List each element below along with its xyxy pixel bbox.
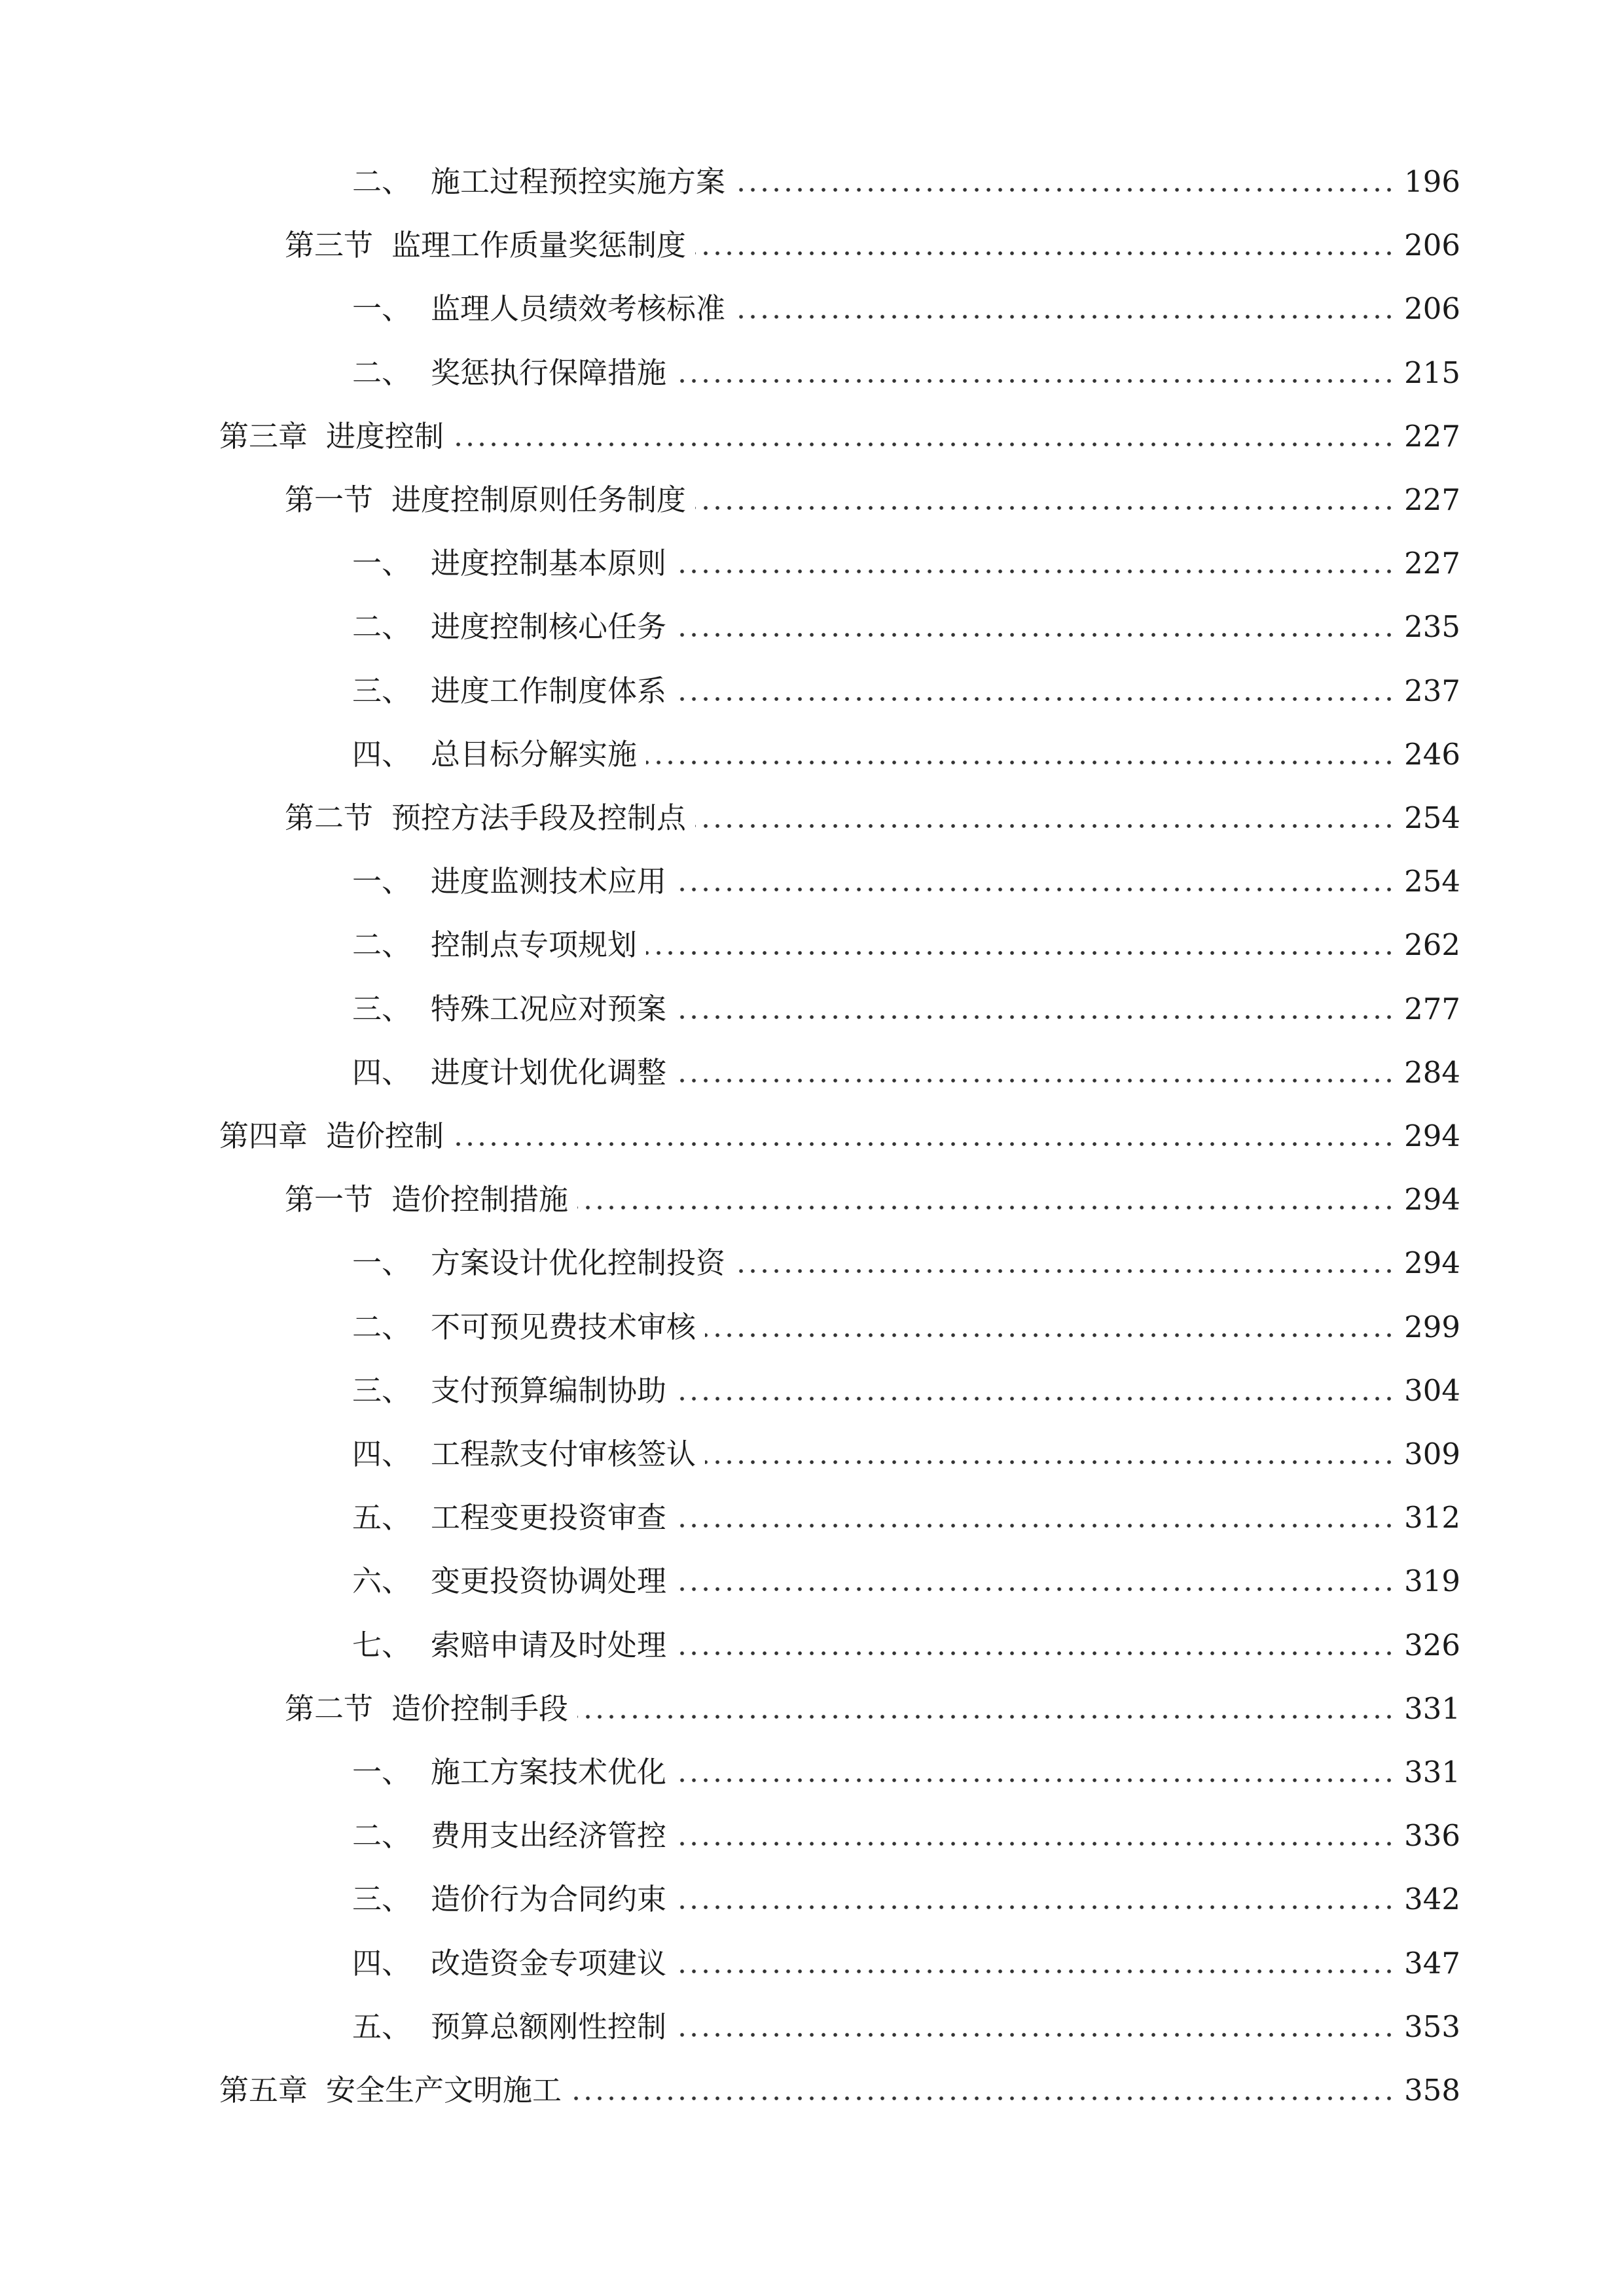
toc-entry-title: 方案设计优化控制投资: [431, 1246, 726, 1281]
toc-entry-title: 安全生产文明施工: [326, 2073, 562, 2108]
dot-leader: [676, 1396, 1395, 1401]
dot-leader: [705, 1333, 1395, 1338]
toc-entry-title: 控制点专项规划: [431, 927, 638, 963]
toc-entry-page-number: 254: [1404, 800, 1460, 835]
toc-entry[interactable]: [352, 1422, 1460, 1474]
dot-leader: [646, 760, 1395, 765]
toc-entry-number: 四、: [352, 1437, 412, 1471]
dot-leader: [571, 2096, 1395, 2101]
dot-leader: [695, 823, 1395, 829]
toc-entry-number: 第二节: [285, 800, 374, 835]
toc-entry-title: 改造资金专项建议: [431, 1945, 667, 1981]
toc-entry-page-number: 215: [1404, 355, 1460, 390]
toc-entry-title: 奖惩执行保障措施: [431, 355, 667, 390]
dot-leader: [676, 1905, 1395, 1910]
toc-entry-page-number: 262: [1404, 927, 1460, 963]
toc-entry-title: 费用支出经济管控: [431, 1818, 667, 1854]
toc-entry-number: 七、: [352, 1627, 412, 1662]
toc-entry[interactable]: [352, 1485, 1460, 1537]
toc-entry-page-number: 342: [1404, 1882, 1460, 1917]
dot-leader: [676, 1778, 1395, 1783]
toc-entry-page-number: 206: [1404, 228, 1460, 263]
toc-entry-title: 特殊工况应对预案: [431, 991, 667, 1026]
toc-entry-number: 二、: [352, 355, 412, 390]
toc-entry-title: 进度监测技术应用: [431, 864, 667, 899]
toc-entry-page-number: 294: [1404, 1246, 1460, 1281]
dot-leader: [695, 505, 1395, 511]
toc-entry-number: 第一节: [285, 1182, 374, 1217]
toc-entry-title: 进度控制基本原则: [431, 546, 667, 581]
toc-entry-title: 变更投资协调处理: [431, 1564, 667, 1599]
toc-entry-number: 四、: [352, 1054, 412, 1090]
toc-entry[interactable]: [352, 1549, 1460, 1601]
toc-entry-page-number: 206: [1404, 291, 1460, 327]
toc-entry-title: 预控方法手段及控制点: [391, 800, 687, 835]
toc-entry[interactable]: [285, 213, 1460, 265]
toc-entry-page-number: 294: [1404, 1119, 1460, 1153]
toc-entry[interactable]: [352, 849, 1460, 901]
dot-leader: [676, 378, 1395, 384]
dot-leader: [676, 1014, 1395, 1020]
toc-entry[interactable]: [352, 912, 1460, 965]
dot-leader: [676, 696, 1395, 702]
dot-leader: [577, 1205, 1395, 1210]
toc-entry[interactable]: [352, 1295, 1460, 1347]
toc-entry-page-number: 254: [1404, 864, 1460, 899]
toc-entry-number: 二、: [352, 1309, 412, 1344]
toc-entry[interactable]: [352, 1040, 1460, 1092]
toc-entry[interactable]: [285, 467, 1460, 520]
toc-entry-title: 总目标分解实施: [431, 736, 638, 772]
toc-entry-number: 二、: [352, 927, 412, 963]
toc-entry-title: 监理人员绩效考核标准: [431, 291, 726, 327]
toc-entry[interactable]: [352, 1358, 1460, 1410]
toc-entry-number: 一、: [352, 1246, 412, 1281]
toc-entry-number: 五、: [352, 1500, 412, 1535]
toc-entry[interactable]: [352, 1867, 1460, 1919]
toc-entry-page-number: 284: [1404, 1054, 1460, 1090]
dot-leader: [676, 1587, 1395, 1592]
toc-entry-number: 第四章: [219, 1119, 308, 1153]
dot-leader: [453, 1141, 1395, 1147]
toc-entry[interactable]: [352, 276, 1460, 329]
dot-leader: [676, 1969, 1395, 1974]
toc-entry[interactable]: [352, 1931, 1460, 1983]
toc-entry-title: 进度控制核心任务: [431, 609, 667, 645]
dot-leader: [695, 251, 1395, 256]
toc-entry[interactable]: [352, 722, 1460, 774]
toc-entry-title: 进度控制: [326, 418, 444, 454]
toc-entry-title: 支付预算编制协助: [431, 1372, 667, 1408]
toc-entry-page-number: 326: [1404, 1627, 1460, 1662]
toc-entry-number: 五、: [352, 2009, 412, 2044]
toc-entry-page-number: 277: [1404, 991, 1460, 1026]
toc-entry-number: 第三章: [219, 418, 308, 454]
toc-entry-number: 三、: [352, 673, 412, 708]
dot-leader: [676, 1078, 1395, 1083]
toc-entry-number: 四、: [352, 736, 412, 772]
toc-entry-title: 进度计划优化调整: [431, 1054, 667, 1090]
toc-entry-number: 三、: [352, 1372, 412, 1408]
toc-entry[interactable]: [352, 1803, 1460, 1856]
toc-entry-page-number: 319: [1404, 1564, 1460, 1599]
toc-entry-page-number: 237: [1404, 673, 1460, 708]
toc-entry[interactable]: [352, 531, 1460, 583]
toc-entry-title: 造价控制措施: [391, 1182, 569, 1217]
dot-leader: [676, 887, 1395, 892]
toc-entry-number: 第二节: [285, 1691, 374, 1726]
toc-entry-page-number: 196: [1404, 164, 1460, 199]
toc-entry[interactable]: [352, 1740, 1460, 1792]
dot-leader: [734, 187, 1395, 192]
dot-leader: [646, 950, 1395, 956]
toc-entry-page-number: 294: [1404, 1182, 1460, 1217]
dot-leader: [676, 632, 1395, 637]
toc-entry[interactable]: [219, 404, 1460, 456]
toc-entry-page-number: 336: [1404, 1818, 1460, 1854]
toc-entry-page-number: 358: [1404, 2073, 1460, 2108]
toc-entry-page-number: 227: [1404, 418, 1460, 454]
toc-entry-page-number: 309: [1404, 1437, 1460, 1471]
dot-leader: [676, 1841, 1395, 1846]
toc-entry-title: 造价控制手段: [391, 1691, 569, 1726]
dot-leader: [705, 1460, 1395, 1465]
toc-entry[interactable]: [352, 1994, 1460, 2047]
toc-entry-number: 一、: [352, 546, 412, 581]
toc-entry[interactable]: [219, 2058, 1460, 2110]
toc-entry[interactable]: [219, 1103, 1460, 1156]
toc-entry-page-number: 304: [1404, 1372, 1460, 1408]
toc-entry[interactable]: [352, 977, 1460, 1029]
toc-entry-page-number: 353: [1404, 2009, 1460, 2044]
toc-entry-title: 施工过程预控实施方案: [431, 164, 726, 199]
toc-entry-title: 监理工作质量奖惩制度: [391, 228, 687, 263]
toc-entry-page-number: 347: [1404, 1945, 1460, 1981]
dot-leader: [453, 442, 1395, 447]
toc-entry-page-number: 331: [1404, 1755, 1460, 1789]
dot-leader: [577, 1714, 1395, 1719]
toc-entry-number: 二、: [352, 1818, 412, 1854]
toc-entry[interactable]: [285, 785, 1460, 838]
toc-entry-number: 二、: [352, 164, 412, 199]
toc-entry-number: 六、: [352, 1564, 412, 1599]
toc-entry-page-number: 299: [1404, 1309, 1460, 1344]
toc-entry-title: 工程款支付审核签认: [431, 1437, 696, 1471]
toc-entry-number: 第一节: [285, 482, 374, 517]
toc-entry[interactable]: [352, 1613, 1460, 1665]
toc-entry-page-number: 235: [1404, 609, 1460, 645]
toc-entry-page-number: 227: [1404, 546, 1460, 581]
toc-entry-title: 施工方案技术优化: [431, 1755, 667, 1789]
toc-entry-title: 预算总额刚性控制: [431, 2009, 667, 2044]
toc-entry-title: 工程变更投资审查: [431, 1500, 667, 1535]
toc-entry-page-number: 227: [1404, 482, 1460, 517]
toc-entry-title: 索赔申请及时处理: [431, 1627, 667, 1662]
dot-leader: [734, 1268, 1395, 1274]
toc-entry-title: 进度工作制度体系: [431, 673, 667, 708]
toc-entry[interactable]: [352, 149, 1460, 202]
dot-leader: [676, 1651, 1395, 1656]
toc-entry[interactable]: [352, 1230, 1460, 1283]
toc-entry-title: 造价控制: [326, 1119, 444, 1153]
toc-entry[interactable]: [352, 658, 1460, 711]
dot-leader: [676, 1523, 1395, 1528]
toc-entry[interactable]: [352, 340, 1460, 393]
toc-entry-title: 进度控制原则任务制度: [391, 482, 687, 517]
toc-entry[interactable]: [352, 594, 1460, 647]
dot-leader: [734, 314, 1395, 319]
toc-entry-page-number: 246: [1404, 736, 1460, 772]
toc-entry-number: 四、: [352, 1945, 412, 1981]
toc-entry[interactable]: [285, 1167, 1460, 1219]
toc-entry-number: 三、: [352, 991, 412, 1026]
toc-entry[interactable]: [285, 1676, 1460, 1729]
toc-entry-number: 第三节: [285, 228, 374, 263]
toc-entry-number: 第五章: [219, 2073, 308, 2108]
toc-entry-number: 一、: [352, 1755, 412, 1789]
toc-entry-number: 一、: [352, 291, 412, 327]
toc-entry-title: 不可预见费技术审核: [431, 1309, 696, 1344]
toc-entry-number: 三、: [352, 1882, 412, 1917]
toc-entry-title: 造价行为合同约束: [431, 1882, 667, 1917]
toc-entry-number: 二、: [352, 609, 412, 645]
dot-leader: [676, 2032, 1395, 2037]
toc-entry-page-number: 331: [1404, 1691, 1460, 1726]
toc-entry-number: 一、: [352, 864, 412, 899]
dot-leader: [676, 569, 1395, 574]
toc-entry-page-number: 312: [1404, 1500, 1460, 1535]
